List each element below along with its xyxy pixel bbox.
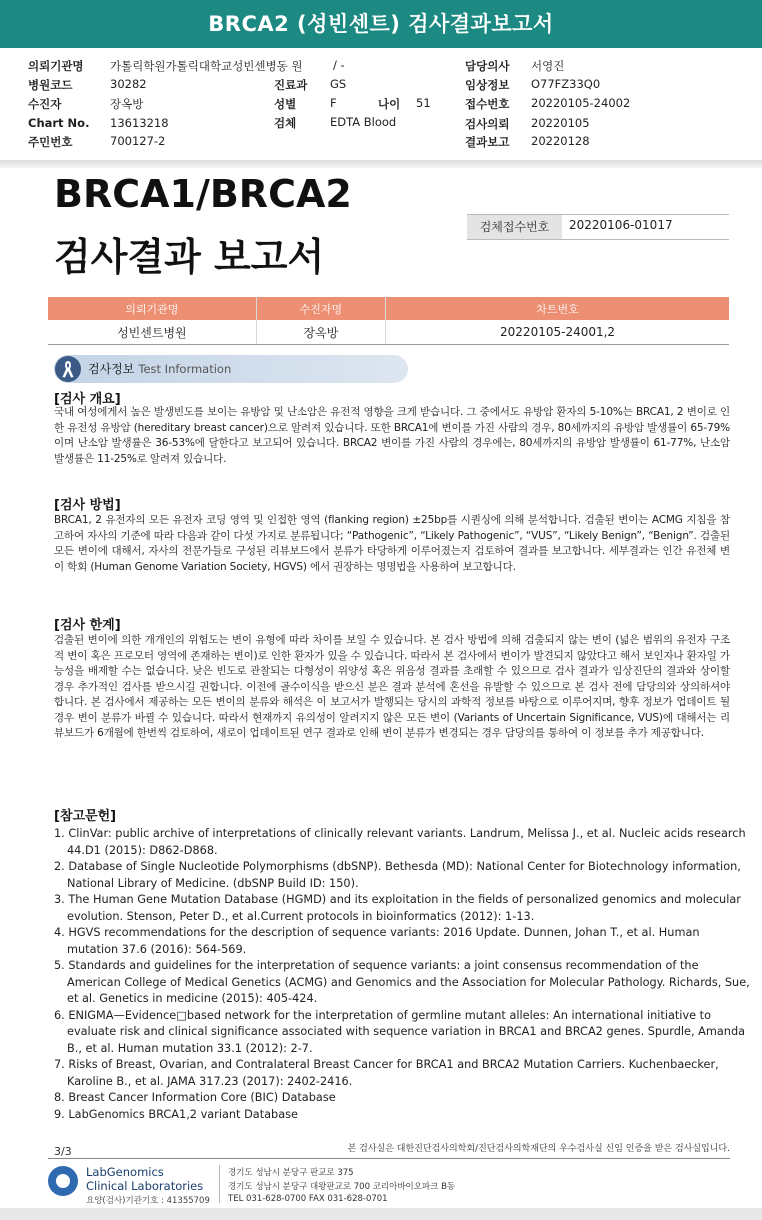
specimen-label: 검체 [274,116,297,130]
dept-label: 진료과 [274,78,308,92]
table-row [48,320,729,345]
age-label: 나이 [378,97,401,111]
list-item: 4. HGVS recommendations for the description of sequence variants: 2016 Update. Dunnen, Johan T., et al. Human mutation 37.6 (2016): 564-569. [54,926,700,956]
clinical-info-value: O77FZ33Q0 [531,77,601,91]
list-item: 8. Breast Cancer Information Core (BIC) Database [54,1091,336,1104]
list-item: 5. Standards and guidelines for the interpretation of sequence variants: a joint consensus recommendation of the American College of Medical Genetics (ACMG) and Genomics and the Association for Molecular Pathology. Richards, Sue, et al. Genetics in medicine (2015): 405-424. [54,959,750,1005]
hospital-code-value: 30282 [110,77,147,91]
doctor-label: 담당의사 [465,59,510,73]
report-header-bar: BRCA2 (성빈센트) 검사결과보고서 [0,0,762,48]
table-header-chart: 차트번호 [386,297,729,320]
agency-code: 요양(검사)기관기호 : 41355709 [86,1196,210,1206]
hospital-code-label: 병원코드 [28,78,73,92]
certification-note: 본 검사실은 대한진단검사의학회/진단검사의학재단의 우수검사실 신임 인증을 받은 검사실입니다. [347,1144,730,1154]
receipt-no-value: 20220105-24002 [531,96,631,110]
company-subtitle: Clinical Laboratories [86,1179,204,1193]
sex-label: 성별 [274,97,297,111]
chart-no-value: 13613218 [110,116,169,130]
labgenomics-logo-icon [48,1166,78,1196]
table-cell-chart: 20220105-24001,2 [386,320,729,345]
specimen-receipt-value: 20220106-01017 [569,218,673,232]
doctor-value: 서영진 [531,59,565,73]
chart-no-label: Chart No. [28,116,90,130]
overview-text: 국내 여성에게서 높은 발생빈도를 보이는 유방암 및 난소암은 유전적 영향을 크게 받습니다. 그 중에서도 유방암 환자의 5-10%는 BRCA1, 2 변이로 인한 유전성 유방암 (hereditary breast cancer)으로 알려져 있습니다. 또한 BRCA1에 변이를 가진 사람의 경우, 80세까지의 유방암 발생률이 65-79% 이며 난소암 발생률은 36-53%에 달한다고 보고되어 있습니다. BRCA2 변이를 가진 사람의 경우에는, 80세까지의 유방암 발생률이 61-77%, 난소암 발생률은 11-25%로 알려져 있습니다. [54,406,730,465]
method-title: [검사 방법] [54,498,121,513]
rrn-value: 700127-2 [110,134,166,148]
ward-value: / - [333,58,345,72]
rrn-label: 주민번호 [28,135,73,149]
sex-value: F [330,96,337,110]
method-text: BRCA1, 2 유전자의 모든 유전자 코딩 영역 및 인접한 영역 (flanking region) ±25bp를 시퀀싱에 의해 분석합니다. 검출된 변이는 ACMG 지침을 참고하여 자사의 기준에 따라 다음과 같이 다섯 가지로 분류됩니다; “Pathogenic”, “Likely Pathogenic”, “VUS”, “Likely Benign”, “Benign”. 검출된 모든 변이에 대해서, 자사의 전문가들로 구성된 리뷰보드에서 분류가 타당하게 이루어졌는지 검토하여 결과를 보고합니다. 세부결과는 인간 유전체 변이 학회 (Human Genome Variation Society, HGVS) 에서 권장하는 명명법을 사용하여 보고합니다. [54,514,730,573]
overview-title: [검사 개요] [54,392,121,407]
limit-title: [검사 한계] [54,618,121,633]
test-info-banner [54,355,408,383]
test-info-label: 검사정보 Test Information [88,362,232,376]
request-date-label: 검사의뢰 [465,117,510,131]
header-divider [0,160,762,168]
request-date-value: 20220105 [531,116,590,130]
specimen-value: EDTA Blood [330,115,397,129]
table-cell-institution: 성빈센트병원 [48,320,256,345]
list-item: 1. ClinVar: public archive of interpretations of clinically relevant variants. Landrum, Melissa J., et al. Nucleic acids research 44.D1 (2015): D862-D868. [54,827,746,857]
limit-text: 검출된 변이에 의한 개개인의 위험도는 변이 유형에 따라 차이를 보일 수 있습니다. 본 검사 방법에 의해 검출되지 않는 변이 (넓은 범위의 유전자 구조적 변이 혹은 프로모터 영역에 존재하는 변이)로 인한 환자가 있을 수 있습니다. 따라서 본 검사에서 변이가 발견되지 않았다고 해서 보인자나 환자일 가능성을 배제할 수는 없습니다. 낮은 빈도로 관찰되는 다형성이 위양성 혹은 위음성 결과를 초래할 수 있으므로 검사 결과가 임상진단의 결과와 상이할 경우 추가적인 검사를 받으시길 권합니다. 이전에 골수이식을 받으신 분은 결과 분석에 혼선을 유발할 수 있으므로 본 검사 전에 담당의와 상의하셔야 합니다. 본 검사에서 제공하는 모든 변이의 분류와 해석은 이 보고서가 발행되는 당시의 과학적 정보를 바탕으로 이루어지며, 향후 정보가 업데이트 될 경우 변이 분류가 바뀔 수 있습니다. 따라서 현재까지 유의성이 알려지지 않은 모든 변이 (Variants of Uncertain Significance, VUS)에 대해서는 리뷰보드가 6개월에 한번씩 검토하여, 새로이 업데이트된 연구 결과로 인해 변이 분류가 변경되는 경우 담당의를 통하여 이 정보를 추가 제공합니다. [54,634,730,739]
list-item: 6. ENIGMA—Evidence□based network for the interpretation of germline mutant alleles: An international initiative to evaluate risk and clinical significance associated with sequence variation in BRCA1 and BRCA2 genes. Spurdle, Amanda B., et al. Human mutation 33.1 (2012): 2-7. [54,1008,746,1055]
age-value: 51 [416,96,431,110]
references-list [54,826,754,1123]
institution-label: 의뢰기관명 [28,59,84,73]
table-header-institution: 의뢰기관명 [48,297,256,320]
references-title: [참고문헌] [54,809,117,824]
page-number: 3/3 [54,1145,72,1158]
company-name: LabGenomics [86,1165,164,1179]
footer-divider [48,1158,730,1159]
list-item: 7. Risks of Breast, Ovarian, and Contralateral Breast Cancer for BRCA1 and BRCA2 Mutation Carriers. Kuchenbaecker, Karoline B., et al. JAMA 317.23 (2017): 2402-2416. [54,1058,719,1088]
report-title-line1: BRCA1/BRCA2 [54,172,352,216]
address-line-1: 경기도 성남시 분당구 판교로 375 [228,1168,354,1178]
table-header-row [48,297,729,320]
dept-value: GS [330,77,347,91]
patient-value: 장옥방 [110,97,144,111]
report-date-value: 20220128 [531,134,590,148]
footer-separator [219,1165,220,1203]
report-date-label: 결과보고 [465,135,510,149]
table-header-patient: 수진자명 [256,297,385,320]
table-cell-patient: 장옥방 [256,320,385,345]
request-info-table [48,297,729,345]
specimen-receipt-label: 검체접수번호 [467,215,562,239]
address-line-2: 경기도 성남시 분당구 대왕판교로 700 코리아바이오파크 B동 [228,1182,456,1192]
list-item: 9. LabGenomics BRCA1,2 variant Database [54,1107,298,1121]
patient-info-header [0,52,762,162]
ribbon-icon [55,356,81,382]
specimen-receipt-box [467,214,729,240]
list-item: 2. Database of Single Nucleotide Polymorphisms (dbSNP). Bethesda (MD): National Center for Biotechnology information, National Library of Medicine. (dbSNP Build ID: 150). [54,860,741,890]
list-item: 3. The Human Gene Mutation Database (HGMD) and its exploitation in the fields of personalized genomics and molecular evolution. Stenson, Peter D., et al.Current protocols in bioinformatics (2012): 1-13. [54,893,741,923]
patient-label: 수진자 [28,97,62,111]
receipt-no-label: 접수번호 [465,97,510,111]
contact-line: TEL 031-628-0700 FAX 031-628-0701 [228,1194,388,1204]
report-title-line2: 검사결과 보고서 [54,235,325,279]
clinical-info-label: 임상정보 [465,78,510,92]
institution-value: 가톨릭학원가톨릭대학교성빈센병동 원 [110,59,303,73]
bottom-strip [0,1208,762,1220]
